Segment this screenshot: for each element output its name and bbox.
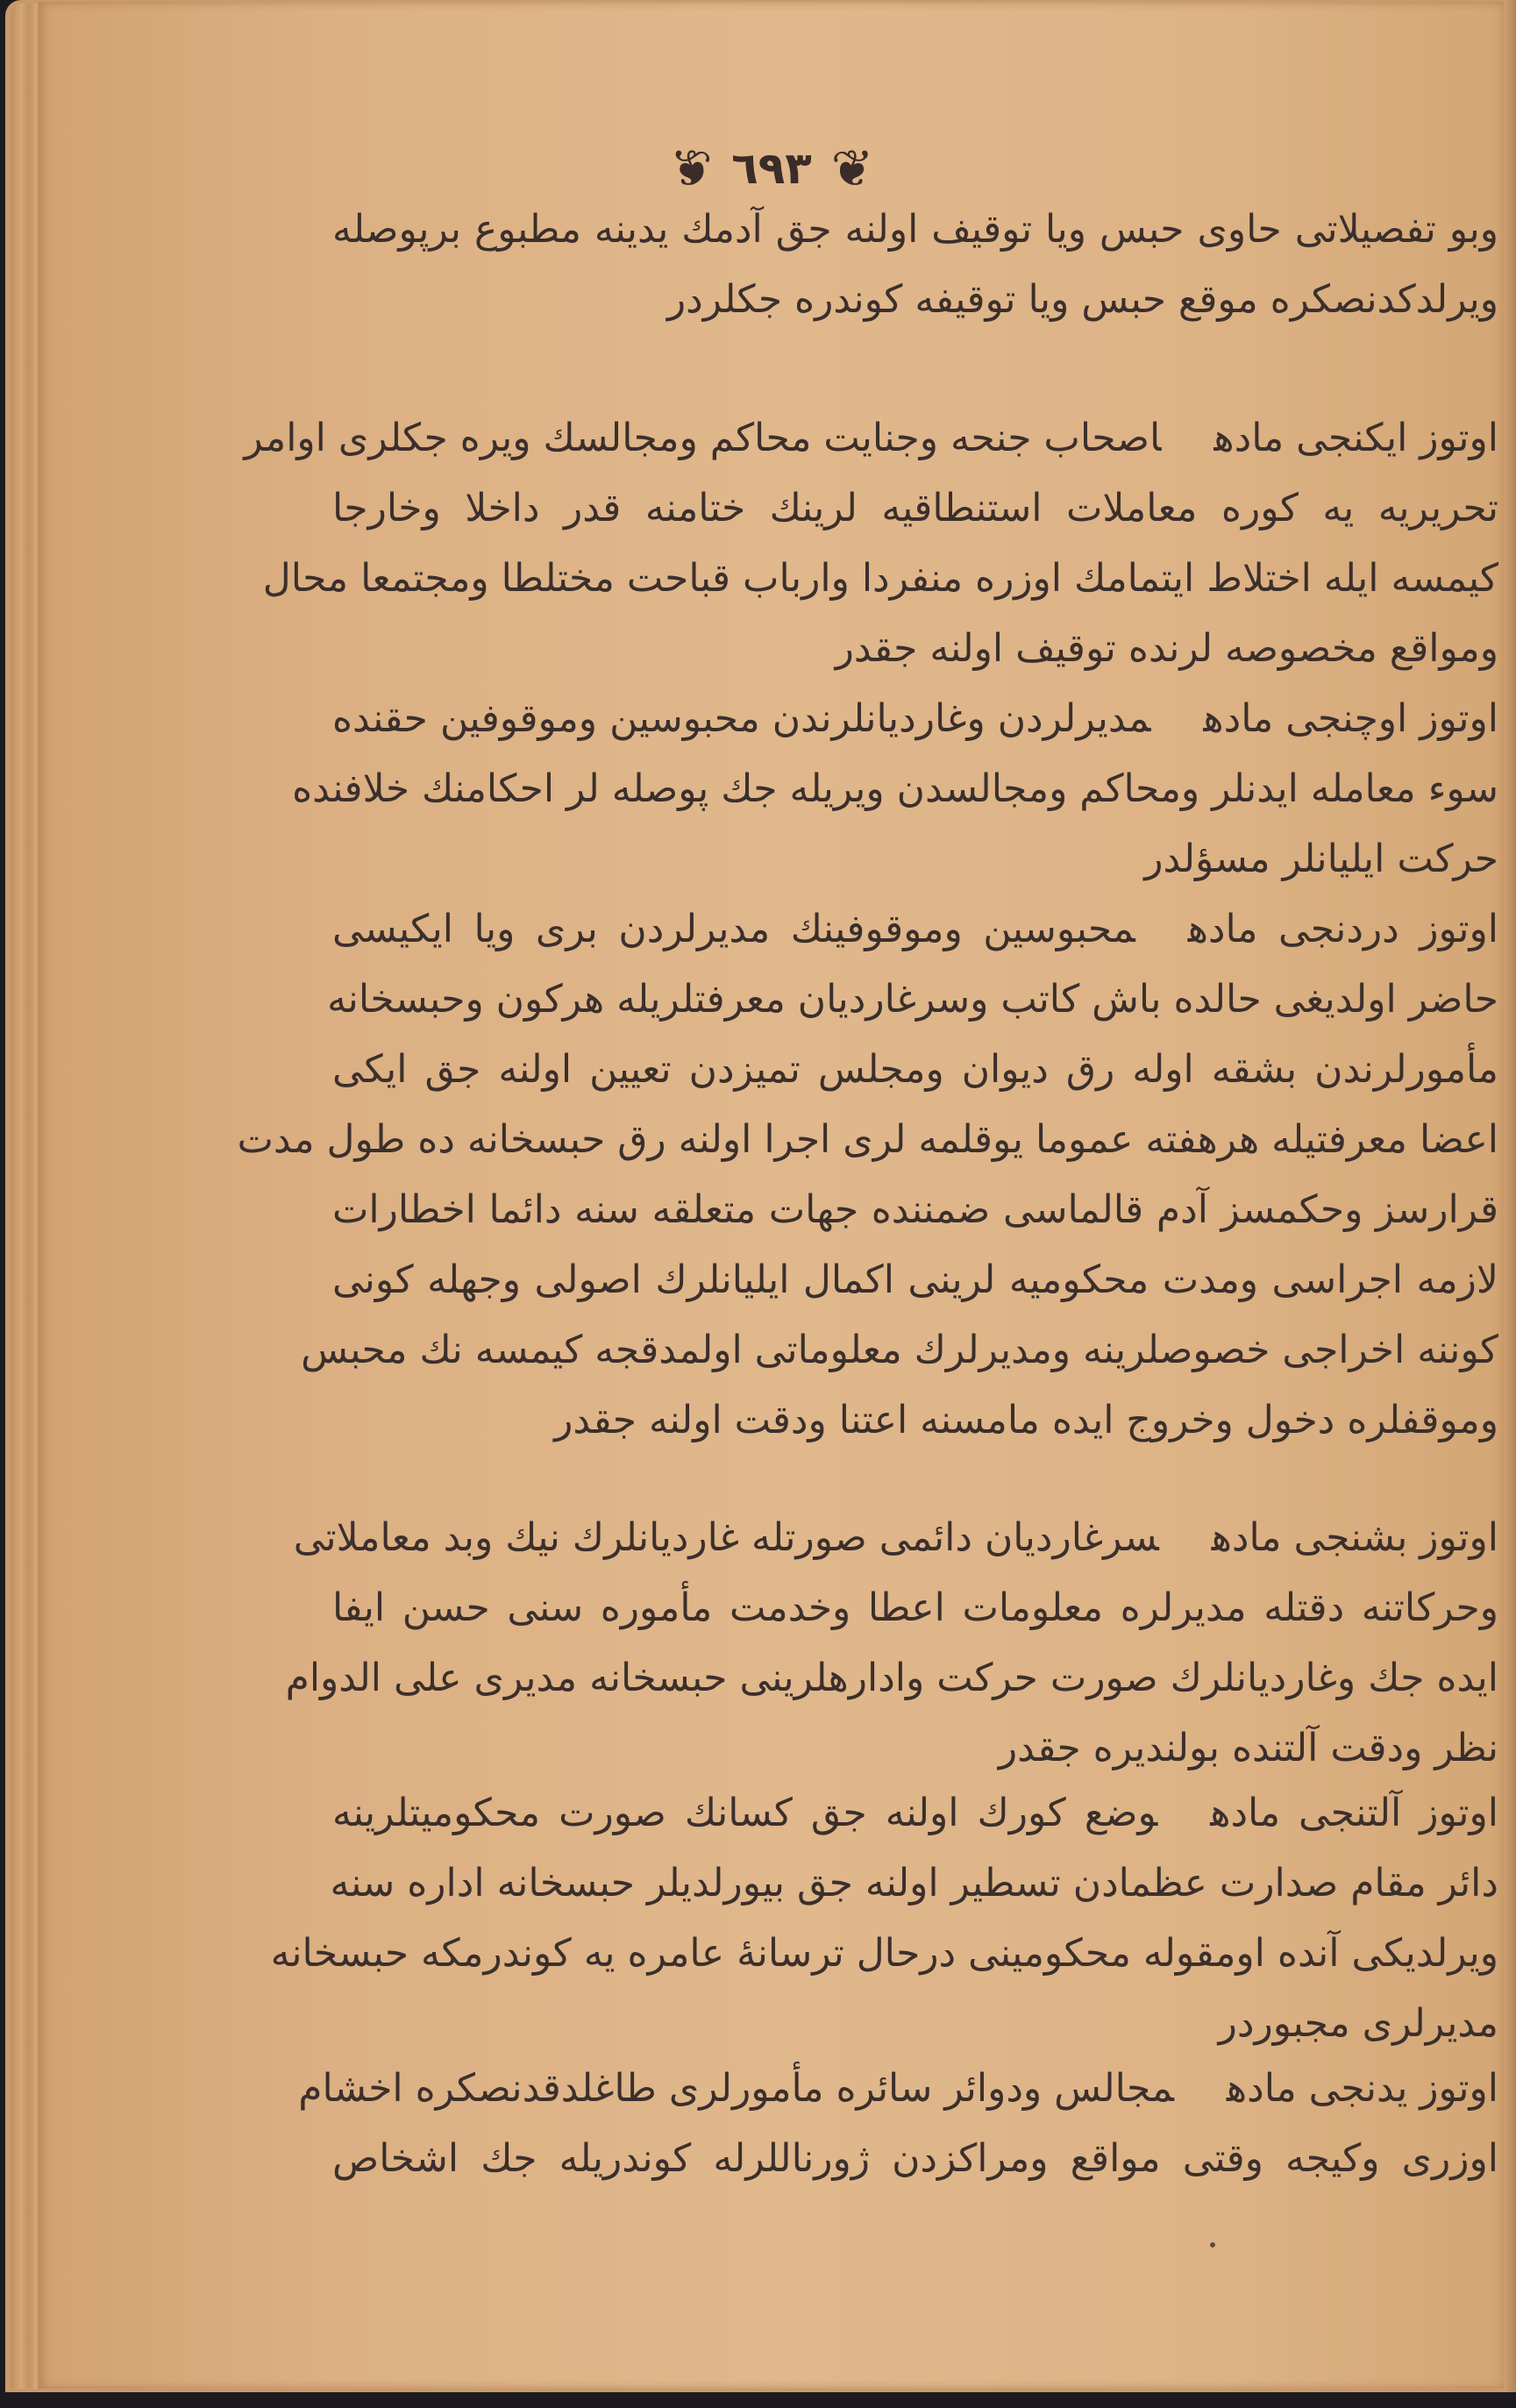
text-line: ويرلديكى آنده اومقوله محكومينى درحال ترسانهٔ عامره يه كوندرمكه حبسخانه [270, 1931, 1498, 1976]
text-line: مديرلرى مجبوردر [1218, 2001, 1498, 2046]
article-35 [285, 1503, 1498, 1784]
text-line: دائر مقام صدارت عظمادن تسطير اولنه جق بيورلديلر حبسخانه اداره سنه [330, 1861, 1498, 1906]
page-edge [11, 4, 37, 2389]
text-line: ويرلدكدنصكره موقع حبس ويا توقيفه كوندره جكلردر [666, 277, 1498, 322]
ink-dot [1210, 2242, 1215, 2248]
article-label: اوتوز اوچنجى ماده [1203, 696, 1498, 741]
text-line: اوزرى وكيجه وقتى مواقع ومراكزدن ژورناللرله كوندريله جك اشخاص [332, 2136, 1498, 2181]
text-line [298, 2054, 1498, 2124]
text-line: اعضا معرفتيله هرهفته عموما يوقلمه لرى اجرا اولنه رق حبسخانه ده طول مدت [237, 1117, 1498, 1162]
page-header [39, 133, 1505, 203]
article-label: اوتوز آلتنجى ماده [1210, 1791, 1498, 1835]
ornament-left-icon: ❦ [669, 139, 713, 198]
text-line: كيمسه ايله اختلاط ايتمامك اوزره منفردا وارباب قباحت مختلطا ومجتمعا محال [262, 556, 1498, 601]
text-line [293, 1503, 1498, 1573]
article-text: وضع كورك اولنه جق كسانك صورت محكوميتلرينه [332, 1791, 1158, 1835]
text-line: وموقفلره دخول وخروج ايده مامسنه اعتنا ودقت اولنه جقدر [554, 1398, 1498, 1443]
article-label: اوتوز ايكنجى ماده [1214, 416, 1498, 460]
text-line: تحريريه يه كوره معاملات استنطاقيه لرينك ختامنه قدر داخلا وخارجا [332, 486, 1498, 531]
text-line: قرارسز وحكمسز آدم قالماسى ضمننده جهات متعلقه سنه دائما اخطارات [332, 1187, 1498, 1232]
article-label: اوتوز دردنجى ماده [1187, 907, 1498, 951]
text-line [244, 403, 1498, 474]
article-37 [298, 2054, 1498, 2194]
article-text: مديرلردن وغارديانلرندن محبوسين وموقوفين حقنده [332, 696, 1151, 741]
page-number: ٦٩٣ [731, 143, 812, 194]
article-text: مجالس ودوائر سائره مأمورلرى طاغلدقدنصكره اخشام [298, 2066, 1174, 2111]
article-32 [244, 403, 1498, 684]
text-line: سوء معامله ايدنلر ومحاكم ومجالسدن ويريله جك پوصله لر احكامنك خلافنده [292, 766, 1498, 811]
article-text: اصحاب جنحه وجنايت محاكم ومجالسك ويره جكلرى اوامر [244, 416, 1162, 460]
article-text: محبوسين وموقوفينك مديرلردن برى ويا ايكيسى [332, 907, 1135, 951]
page-right-edge [1504, 0, 1516, 2392]
book-page [39, 2, 1505, 2389]
text-line [332, 894, 1498, 965]
article-36 [270, 1778, 1498, 2059]
text-line: وبو تفصيلاتى حاوى حبس ويا توقيف اولنه جق آدمك يدينه مطبوع برپوصله [332, 207, 1498, 252]
text-line [332, 1778, 1498, 1849]
text-line: لازمه اجراسى ومدت محكوميه لرينى اكمال ايليانلرك اصولى وجهله كونى [332, 1257, 1498, 1302]
article-33 [292, 684, 1498, 894]
text-line: ومواقع مخصوصه لرنده توقيف اولنه جقدر [835, 626, 1498, 671]
text-line [332, 684, 1498, 754]
paragraph-continuation [332, 195, 1498, 335]
article-label: اوتوز يدنجى ماده [1226, 2066, 1498, 2111]
article-label: اوتوز بشنجى ماده [1211, 1515, 1498, 1560]
text-line: كوننه اخراجى خصوصلرينه ومديرلرك معلوماتى اولمدقجه كيمسه نك محبس [301, 1328, 1498, 1372]
ornament-right-icon: ❦ [830, 139, 874, 198]
text-line: حاضر اولديغى حالده باش كاتب وسرغارديان معرفتلريله هركون وحبسخانه [327, 977, 1498, 1022]
article-34 [237, 894, 1498, 1456]
text-line: وحركاتنه دقتله مديرلره معلومات اعطا وخدمت مأموره سنى حسن ايفا [332, 1585, 1498, 1630]
text-line: حركت ايليانلر مسؤلدر [1144, 837, 1498, 881]
text-line: نظر ودقت آلتنده بولنديره جقدر [998, 1726, 1498, 1770]
article-text: سرغارديان دائمى صورتله غارديانلرك نيك وبد معاملاتى [293, 1515, 1159, 1560]
text-line: مأمورلرندن بشقه اوله رق ديوان ومجلس تميزدن تعيين اولنه جق ايكى [332, 1047, 1498, 1092]
text-line: ايده جك وغارديانلرك صورت حركت وادارهلرينى حبسخانه مديرى على الدوام [285, 1656, 1498, 1700]
